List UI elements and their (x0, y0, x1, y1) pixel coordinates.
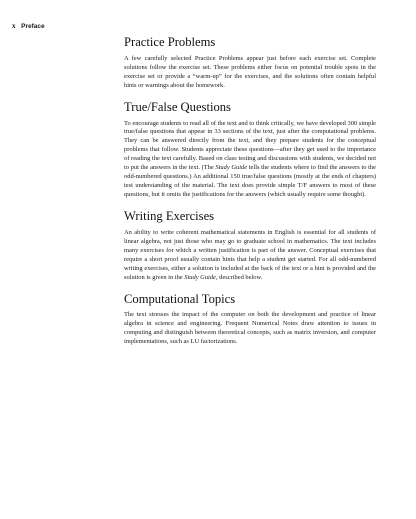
section-heading: Writing Exercises (124, 209, 215, 224)
section-heading: Practice Problems (124, 35, 216, 49)
section-practice-problems (124, 36, 376, 91)
paragraph: An ability to write coherent mathematical statements in English is essential for all students of linear algebra, not just those who may go to graduate school in mathematics. The text includes many exercises for which a written justification is part of the answer. Conceptual exercises that require a short proof usually contain hints that help a student get started. For all odd-numbered writing exercises, either a solution is included at the back of the text or a hint is provided and the solution is given in the Study Guide, described below. (124, 228, 376, 281)
section-writing-exercises (124, 210, 376, 283)
section-heading: True/False Questions (124, 99, 231, 114)
section-computational-topics (124, 293, 376, 348)
page-content (124, 36, 376, 357)
italic-term: Study Guide (215, 164, 248, 172)
section-heading: Computational Topics (124, 291, 236, 306)
page-number: x (12, 22, 16, 30)
italic-term: Study Guide (184, 273, 216, 281)
running-head-title: Preface (21, 23, 45, 30)
paragraph: To encourage students to read all of the text and to think critically, we have developed 300 simple true/false questions that appear in 33 sections of the text, just after the computational problems. They can be answered directly from the text, and they prepare students for the conceptual problems that follow. Students appreciate these questions—after they get used to the importance of reading the text carefully. Based on class testing and discussions with students, we decided not to put the answers in the text. (The Study Guide tells the students where to find the answers to the odd-numbered questions.) An additional 150 true/false questions (mostly at the ends of chapters) test understanding of the material. The text does provide simple T/F answers to most of these questions, but it omits the justifications for the answers (which usually require some thought). (124, 119, 376, 199)
section-true-false-questions (124, 101, 376, 200)
running-head (12, 22, 45, 30)
paragraph: The text stresses the impact of the computer on both the development and practice of linear algebra in science and engineering. Frequent Numerical Notes draw attention to issues in computing and distinguish between theoretical concepts, such as matrix inversion, and computer implementations, such as LU factorizations. (124, 311, 376, 346)
paragraph: A few carefully selected Practice Problems appear just before each exercise set. Complete solutions follow the exercise set. These problems either focus on potential trouble spots in the exercise set or provide a “warm-up” for the exercises, and the solutions often contain helpful hints or warnings about the homework. (124, 54, 376, 89)
